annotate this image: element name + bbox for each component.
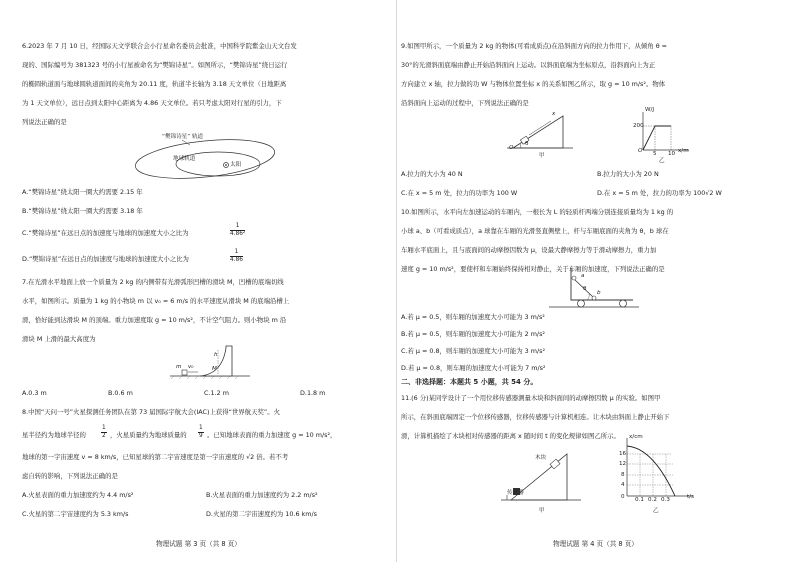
q8-line-2b: ，火星质量约为地球质量的: [110, 431, 187, 439]
q6-line-2: 现的、国际编号为 381323 号的小行星被命名为“樊锦诗星”。如图所示，“樊锦诗星”绕日运行: [22, 61, 288, 69]
q7-line-3: 滑，恰好能到达滑块 M 的顶端。重力加速度取 g = 10 m/s²，不计空气阻力。则小物块 m 沿: [22, 316, 287, 324]
q7-option-b: B.0.6 m: [108, 389, 133, 397]
graph-x-xlabel: t/s: [687, 494, 694, 500]
graph-x-ylabel: x/cm: [629, 434, 643, 440]
graph-x-tick-8: 8: [621, 472, 625, 478]
graph-x-tick-4: 4: [621, 482, 625, 488]
graph-w-tick-10: 10: [668, 151, 676, 157]
q10-line-2: 小球 a、b（可看成质点），a 球靠在车厢的光滑竖直侧壁上，杆与车厢底面的夹角为 θ，b 球在: [401, 227, 669, 235]
q8-option-c: C.火星的第二宇宙速度约为 5.3 km/s: [22, 510, 129, 518]
q7-option-c: C.1.2 m: [204, 389, 229, 397]
graph-w-ylabel: W/J: [645, 107, 655, 113]
railcar-figure: [549, 266, 639, 308]
graph-x-origin: 0: [621, 494, 625, 500]
q11-line-2: 所示，在斜面底端固定一个位移传感器，位移传感器与计算机相连。让木块由斜面上静止开始下: [401, 413, 670, 421]
q6-line-5: 列说法正确的是: [22, 118, 67, 126]
sensor-label-block: 木块: [535, 455, 547, 461]
q8-fraction-radius-num: 1: [102, 425, 106, 431]
q8-option-a: A.火星表面的重力加速度约为 4.4 m/s²: [22, 491, 134, 499]
q7-option-d: D.1.8 m: [300, 389, 326, 397]
q9-line-3: 方向建立 x 轴，拉力做的功 W 与物体位置坐标 x 的关系如图乙所示，取 g = 10 m/s²。物体: [401, 80, 666, 88]
incline-caption: 甲: [539, 153, 545, 159]
orbit-figure: [130, 132, 290, 184]
q6-line-1: 6.2023 年 7 月 10 日，经国际天文学联合会小行星命名委员会批准，中国科学院紫金山天文台发: [22, 42, 297, 50]
slope-label-m: m: [176, 364, 182, 370]
sensor-label-sensor: 传感器: [507, 490, 524, 496]
slope-label-v0: v₀: [188, 364, 194, 370]
q10-option-d: D.若 μ = 0.8，则车厢的加速度大小可能为 7 m/s²: [401, 364, 546, 372]
q8-fraction-radius: [101, 425, 107, 440]
graph-w-tick-200: 200: [633, 123, 644, 129]
graph-w-tick-5: 5: [653, 151, 657, 157]
q8-line-3: 地球的第一宇宙速度 v = 8 km/s，已知星球的第二宇宙速度是第一宇宙速度的 √2 倍。若不考: [22, 453, 289, 461]
q9-option-d: D.在 x = 5 m 处，拉力的功率为 100√2 W: [597, 189, 722, 197]
q6-fraction-c-num: 1: [235, 223, 240, 229]
right-page-footer: 物理试题 第 4 页（共 8 页）: [553, 539, 638, 548]
q6-line-4: 为 1 天文单位），远日点到太阳中心距离为 4.86 天文单位。若只考虑太阳对行星的引力，下: [22, 99, 282, 107]
q8-line-2c: 。已知地球表面的重力加速度 g = 10 m/s²，: [207, 431, 337, 439]
q7-option-a: A.0.3 m: [22, 389, 47, 397]
q8-line-4: 虑自转的影响，下列说法正确的是: [22, 472, 118, 480]
orbit-label-sun: 太阳: [230, 162, 242, 168]
q6-fraction-c-den: 4.86²: [230, 231, 246, 238]
q6-fraction-d: [230, 249, 243, 264]
slope-label-h: h: [214, 352, 218, 358]
q6-fraction-d-num: 1: [234, 249, 239, 255]
incline-label-origin: O: [509, 145, 514, 151]
q10-option-c: C.若 μ = 0.8，则车厢的加速度大小可能为 3 m/s²: [401, 347, 546, 355]
q10-option-a: A.若 μ = 0.5，则车厢的加速度大小可能为 3 m/s²: [401, 313, 545, 321]
q11-line-3: 滑，计算机描绘了木块相对传感器的距离 x 随时间 t 的变化规律如图乙所示。: [401, 432, 620, 440]
q6-option-c: C.“樊锦诗星”在远日点的加速度与地球的加速度大小之比为: [22, 229, 189, 237]
incline-label-x: x: [552, 111, 556, 117]
q11-line-1: 11.(6 分)某同学设计了一个用位移传感器测量木块和斜面间的动摩擦因数 μ 的实验。如图甲: [401, 394, 661, 402]
q8-line-1: 8.中国“天问一号”火星探测任务团队在第 73 届国际宇航大会(IAC)上获得“世界航天奖”。火: [22, 408, 281, 416]
q7-line-2: 水平，如图所示。质量为 1 kg 的小物块 m 以 v₀ = 6 m/s 的水平速度从滑块 M 的底端沿槽上: [22, 297, 290, 305]
left-page-footer: 物理试题 第 3 页（共 8 页）: [156, 539, 241, 548]
graph-x-tick-12: 12: [619, 461, 627, 467]
q6-fraction-c: [230, 223, 245, 238]
graph-x-tick-01: 0.1: [635, 497, 644, 503]
graph-w-caption: 乙: [659, 158, 665, 164]
q9-line-1: 9.如图甲所示，一个质量为 2 kg 的物体(可看成质点)在沿斜面方向的拉力作用下，从倾角 θ =: [401, 42, 667, 50]
railcar-label-theta: θ: [583, 286, 587, 292]
q10-line-3: 车厢水平底面上，且与底面间的动摩擦因数为 μ，设最大静摩擦力等于滑动摩擦力，重力加: [401, 246, 657, 254]
graph-x-tick-16: 16: [619, 451, 627, 457]
q8-option-d: D.火星的第二宇宙速度约为 10.6 km/s: [206, 510, 317, 518]
q9-option-b: B.拉力的大小为 20 N: [597, 170, 659, 178]
railcar-label-b: b: [597, 290, 601, 296]
section-nonchoice-heading: 二、非选择题：本题共 5 小题，共 54 分。: [401, 378, 538, 386]
incline-label-theta: θ: [525, 141, 529, 147]
railcar-label-a: a: [581, 273, 585, 279]
q10-line-4: 速度 g = 10 m/s²，要使杆和车厢始终保持相对静止，关于车厢的加速度，下列说法正确的是: [401, 265, 665, 273]
q6-option-a: A.“樊锦诗星”绕太阳一圈大约需要 2.15 年: [22, 188, 143, 196]
graph-w-xlabel: x/m: [678, 148, 689, 154]
q6-option-d: D.“樊锦诗星”在远日点的加速度与地球的加速度大小之比为: [22, 255, 189, 263]
q8-fraction-radius-den: 2: [102, 433, 106, 440]
graph-w-origin: O: [638, 148, 643, 154]
q8-fraction-mass-num: 1: [199, 425, 203, 431]
q9-option-a: A.拉力的大小为 40 N: [401, 170, 463, 178]
q7-line-1: 7.在光滑水平地面上放一个质量为 2 kg 的内侧带有光滑弧形凹槽的滑块 M，凹槽的底端切线: [22, 278, 284, 286]
graph-x-tick-03: 0.3: [661, 497, 670, 503]
incline-figure: [507, 110, 577, 156]
orbit-label-earth: 地球轨道: [173, 156, 196, 162]
slope-block-figure: [170, 342, 250, 380]
q8-option-b: B.火星表面的重力加速度约为 2.2 m/s²: [206, 491, 318, 499]
q7-line-4: 滑块 M 上滑的最大高度为: [22, 335, 96, 343]
distance-time-graph: [613, 436, 697, 506]
graph-x-tick-02: 0.2: [648, 497, 657, 503]
q9-line-4: 沿斜面向上运动的过程中，下列说法正确的是: [401, 99, 529, 107]
q8-fraction-mass-den: 9: [199, 433, 203, 440]
q6-line-3: 的椭圆轨道面与地球圆轨道面间的夹角为 20.11 度，轨道半长轴为 3.18 天文单位（日地距离: [22, 80, 287, 88]
q6-fraction-d-den: 4.86: [230, 257, 243, 264]
q10-line-1: 10.如图所示，水平向左加速运动的车厢内，一根长为 L 的轻质杆两端分别连接质量均为 1 kg 的: [401, 208, 674, 216]
orbit-label-fanjinshi: “樊锦诗星” 轨道: [162, 134, 204, 140]
right-page: [397, 0, 794, 562]
q9-line-2: 30°的光滑斜面底端由静止开始沿斜面向上运动。以斜面底端为坐标原点，沿斜面向上为正: [401, 61, 656, 69]
q6-option-b: B.“樊锦诗星”绕太阳一圈大约需要 3.18 年: [22, 207, 143, 215]
sensor-caption: 甲: [539, 508, 545, 514]
q8-line-2a: 星半径约为地球半径的: [22, 431, 86, 439]
q10-option-b: B.若 μ = 0.5，则车厢的加速度大小可能为 2 m/s²: [401, 330, 545, 338]
graph-x-caption: 乙: [653, 508, 659, 514]
q9-option-c: C.在 x = 5 m 处，拉力的功率为 100 W: [401, 189, 518, 197]
q8-fraction-mass: [198, 425, 204, 440]
slope-label-M: M: [212, 366, 217, 372]
